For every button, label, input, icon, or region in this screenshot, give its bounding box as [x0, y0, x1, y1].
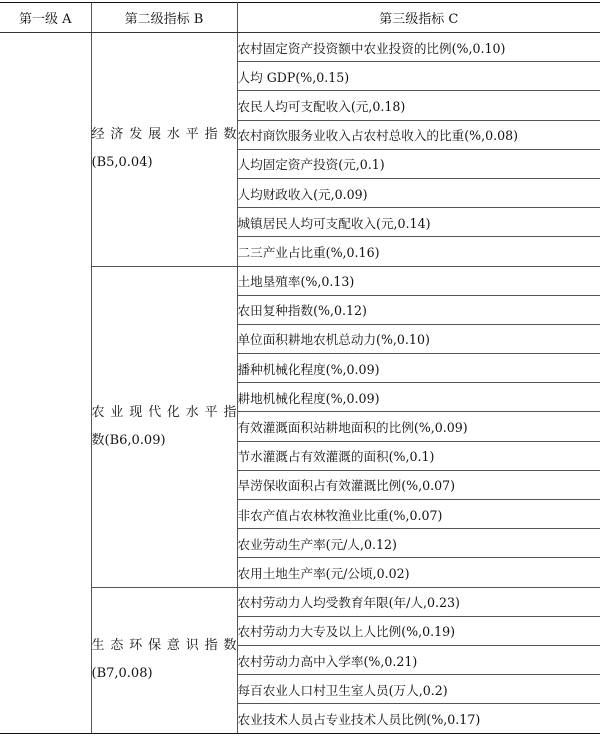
level-c-item: 有效灌溉面积站耕地面积的比例(%,0.09) [237, 412, 600, 441]
level-b-cell [91, 587, 237, 733]
level-c-item: 非农产值占农林牧渔业比重(%,0.07) [237, 500, 600, 529]
level-c-item: 播种机械化程度(%,0.09) [237, 354, 600, 383]
level-c-item: 农用土地生产率(元/公顷,0.02) [237, 558, 600, 587]
level-c-item: 城镇居民人均可支配收入(元,0.14) [237, 208, 600, 237]
header-row [0, 3, 600, 33]
level-b-name: 经济发展水平指数 [91, 127, 237, 143]
level-b-cell [91, 33, 237, 267]
level-c-item: 农业技术人员占专业技术人员比例(%,0.17) [237, 704, 600, 733]
level-c-item: 二三产业占比重(%,0.16) [237, 237, 600, 266]
table-row [0, 33, 600, 62]
level-c-item: 耕地机械化程度(%,0.09) [237, 383, 600, 412]
level-c-item: 农业劳动生产率(元/人,0.12) [237, 529, 600, 558]
level-c-item: 农村商饮服务业收入占农村总收入的比重(%,0.08) [237, 120, 600, 149]
level-c-item: 节水灌溉占有效灌溉的面积(%,0.1) [237, 441, 600, 470]
level-c-item: 单位面积耕地农机总动力(%,0.10) [237, 324, 600, 353]
level-c-item: 人均 GDP(%,0.15) [237, 62, 600, 91]
level-c-item: 农村固定资产投资额中农业投资的比例(%,0.10) [237, 33, 600, 62]
level-c-item: 农村劳动力高中入学率(%,0.21) [237, 645, 600, 674]
level-b-code: (B5,0.04) [91, 155, 153, 171]
table-body [0, 33, 600, 734]
level-b-code: 数(B6,0.09) [91, 432, 166, 448]
header-level-c: 第三级指标 C [237, 3, 600, 33]
level-c-item: 人均固定资产投资(元,0.1) [237, 149, 600, 178]
header-level-a: 第一级 A [0, 3, 91, 33]
level-c-item: 人均财政收入(元,0.09) [237, 178, 600, 207]
indicator-table [0, 2, 600, 734]
level-a-cell [0, 33, 91, 734]
level-b-name: 生态环保意识指数 [91, 638, 237, 654]
level-b-cell [91, 266, 237, 587]
level-c-item: 每百农业人口村卫生室人员(万人,0.2) [237, 675, 600, 704]
level-b-code: (B7,0.08) [91, 666, 153, 682]
level-c-item: 农村劳动力人均受教育年限(年/人,0.23) [237, 587, 600, 616]
level-c-item: 农民人均可支配收入(元,0.18) [237, 91, 600, 120]
level-b-name: 农业现代化水平指 [91, 404, 237, 420]
level-c-item: 旱涝保收面积占有效灌溉比例(%,0.07) [237, 470, 600, 499]
level-c-item: 土地垦殖率(%,0.13) [237, 266, 600, 295]
level-c-item: 农村劳动力大专及以上人比例(%,0.19) [237, 616, 600, 645]
header-level-b: 第二级指标 B [91, 3, 237, 33]
level-c-item: 农田复种指数(%,0.12) [237, 295, 600, 324]
